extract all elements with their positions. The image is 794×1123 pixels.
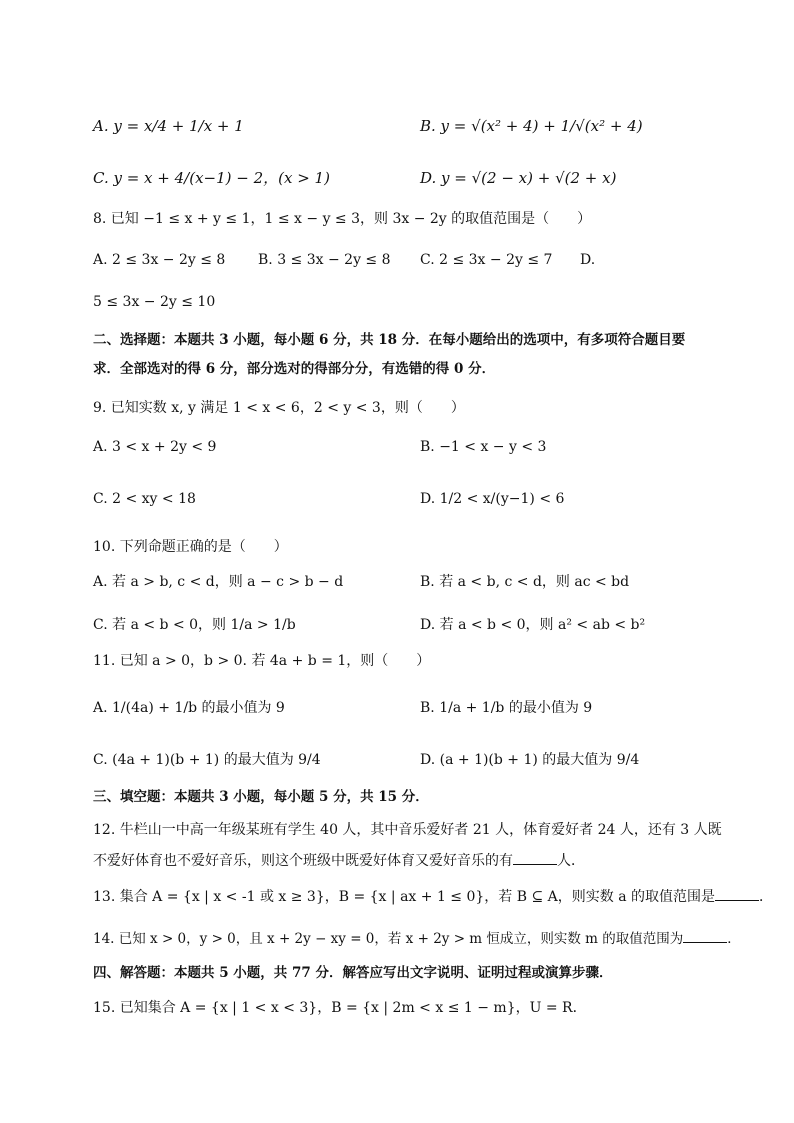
q10-stem: 10. 下列命题正确的是（ ） [93,539,288,555]
q7-option-a: A. y = x/4 + 1/x + 1 [93,117,244,135]
q7-option-b: B. y = √(x² + 4) + 1/√(x² + 4) [420,117,643,135]
q7-option-c: C. y = x + 4/(x−1) − 2，(x > 1) [93,169,330,187]
q14-answer-blank[interactable] [683,928,727,943]
q12-answer-blank[interactable] [513,850,557,865]
q10-option-b: B. 若 a < b, c < d，则 ac < bd [420,574,630,590]
q8-option-d-label: D. [580,252,596,268]
q9-option-d: D. 1/2 < x/(y−1) < 6 [420,491,565,507]
q14-line [93,928,741,949]
q7-option-d: D. y = √(2 − x) + √(2 + x) [420,169,617,187]
section2-heading-line2: 求．全部选对的得 6 分，部分选对的得部分分，有选错的得 0 分． [93,361,496,377]
q14-end: ． [727,931,741,947]
q11-stem: 11. 已知 a > 0，b > 0. 若 4a + b = 1，则（ ） [93,653,431,669]
q8-option-d-value: 5 ≤ 3x − 2y ≤ 10 [93,294,216,310]
q9-option-c: C. 2 < xy < 18 [93,491,196,507]
q9-stem: 9. 已知实数 x, y 满足 1 < x < 6，2 < y < 3，则（ ） [93,400,465,416]
q12-line2-text: 不爱好体育也不爱好音乐，则这个班级中既爱好体育又爱好音乐的有 [93,853,513,869]
q12-line2-end: 人． [557,853,585,869]
q14-text: 14. 已知 x > 0，y > 0，且 x + 2y − xy = 0，若 x + 2y > m 恒成立，则实数 m 的取值范围为 [93,931,684,947]
q8-stem: 8. 已知 −1 ≤ x + y ≤ 1，1 ≤ x − y ≤ 3，则 3x − 2y 的取值范围是（ ） [93,211,592,227]
q13-line [93,886,773,907]
q8-option-a: A. 2 ≤ 3x − 2y ≤ 8 [93,252,226,268]
q13-answer-blank[interactable] [715,886,759,901]
q11-option-b: B. 1/a + 1/b 的最小值为 9 [420,700,593,716]
q11-option-c: C. (4a + 1)(b + 1) 的最大值为 9/4 [93,752,321,768]
q12-line2 [93,850,585,871]
q13-end: ． [759,889,774,905]
q11-option-d: D. (a + 1)(b + 1) 的最大值为 9/4 [420,752,640,768]
q8-option-c: C. 2 ≤ 3x − 2y ≤ 7 [420,252,553,268]
section2-heading-line1: 二、选择题：本题共 3 小题，每小题 6 分，共 18 分．在每小题给出的选项中，有多项符合题目要 [93,332,686,348]
q13-text: 13. 集合 A = {x | x < -1 或 x ≥ 3}，B = {x | ax + 1 ≤ 0}，若 B ⊆ A，则实数 a 的取值范围是 [93,889,716,905]
section3-heading: 三、填空题：本题共 3 小题，每小题 5 分，共 15 分． [93,789,429,805]
q9-option-b: B. −1 < x − y < 3 [420,439,547,455]
q11-option-a: A. 1/(4a) + 1/b 的最小值为 9 [93,700,285,716]
q12-line1: 12. 牛栏山一中高一年级某班有学生 40 人，其中音乐爱好者 21 人，体育爱好者 24 人，还有 3 人既 [93,822,722,838]
q8-option-b: B. 3 ≤ 3x − 2y ≤ 8 [258,252,391,268]
q10-option-d: D. 若 a < b < 0，则 a² < ab < b² [420,617,646,633]
q10-option-a: A. 若 a > b, c < d，则 a − c > b − d [93,574,344,590]
q10-option-c: C. 若 a < b < 0，则 1/a > 1/b [93,617,296,633]
q15-stem: 15. 已知集合 A = {x | 1 < x < 3}，B = {x | 2m < x ≤ 1 − m}，U = R． [93,1000,587,1016]
q9-option-a: A. 3 < x + 2y < 9 [93,439,217,455]
section4-heading: 四、解答题：本题共 5 小题，共 77 分．解答应写出文字说明、证明过程或演算步骤． [93,965,613,981]
